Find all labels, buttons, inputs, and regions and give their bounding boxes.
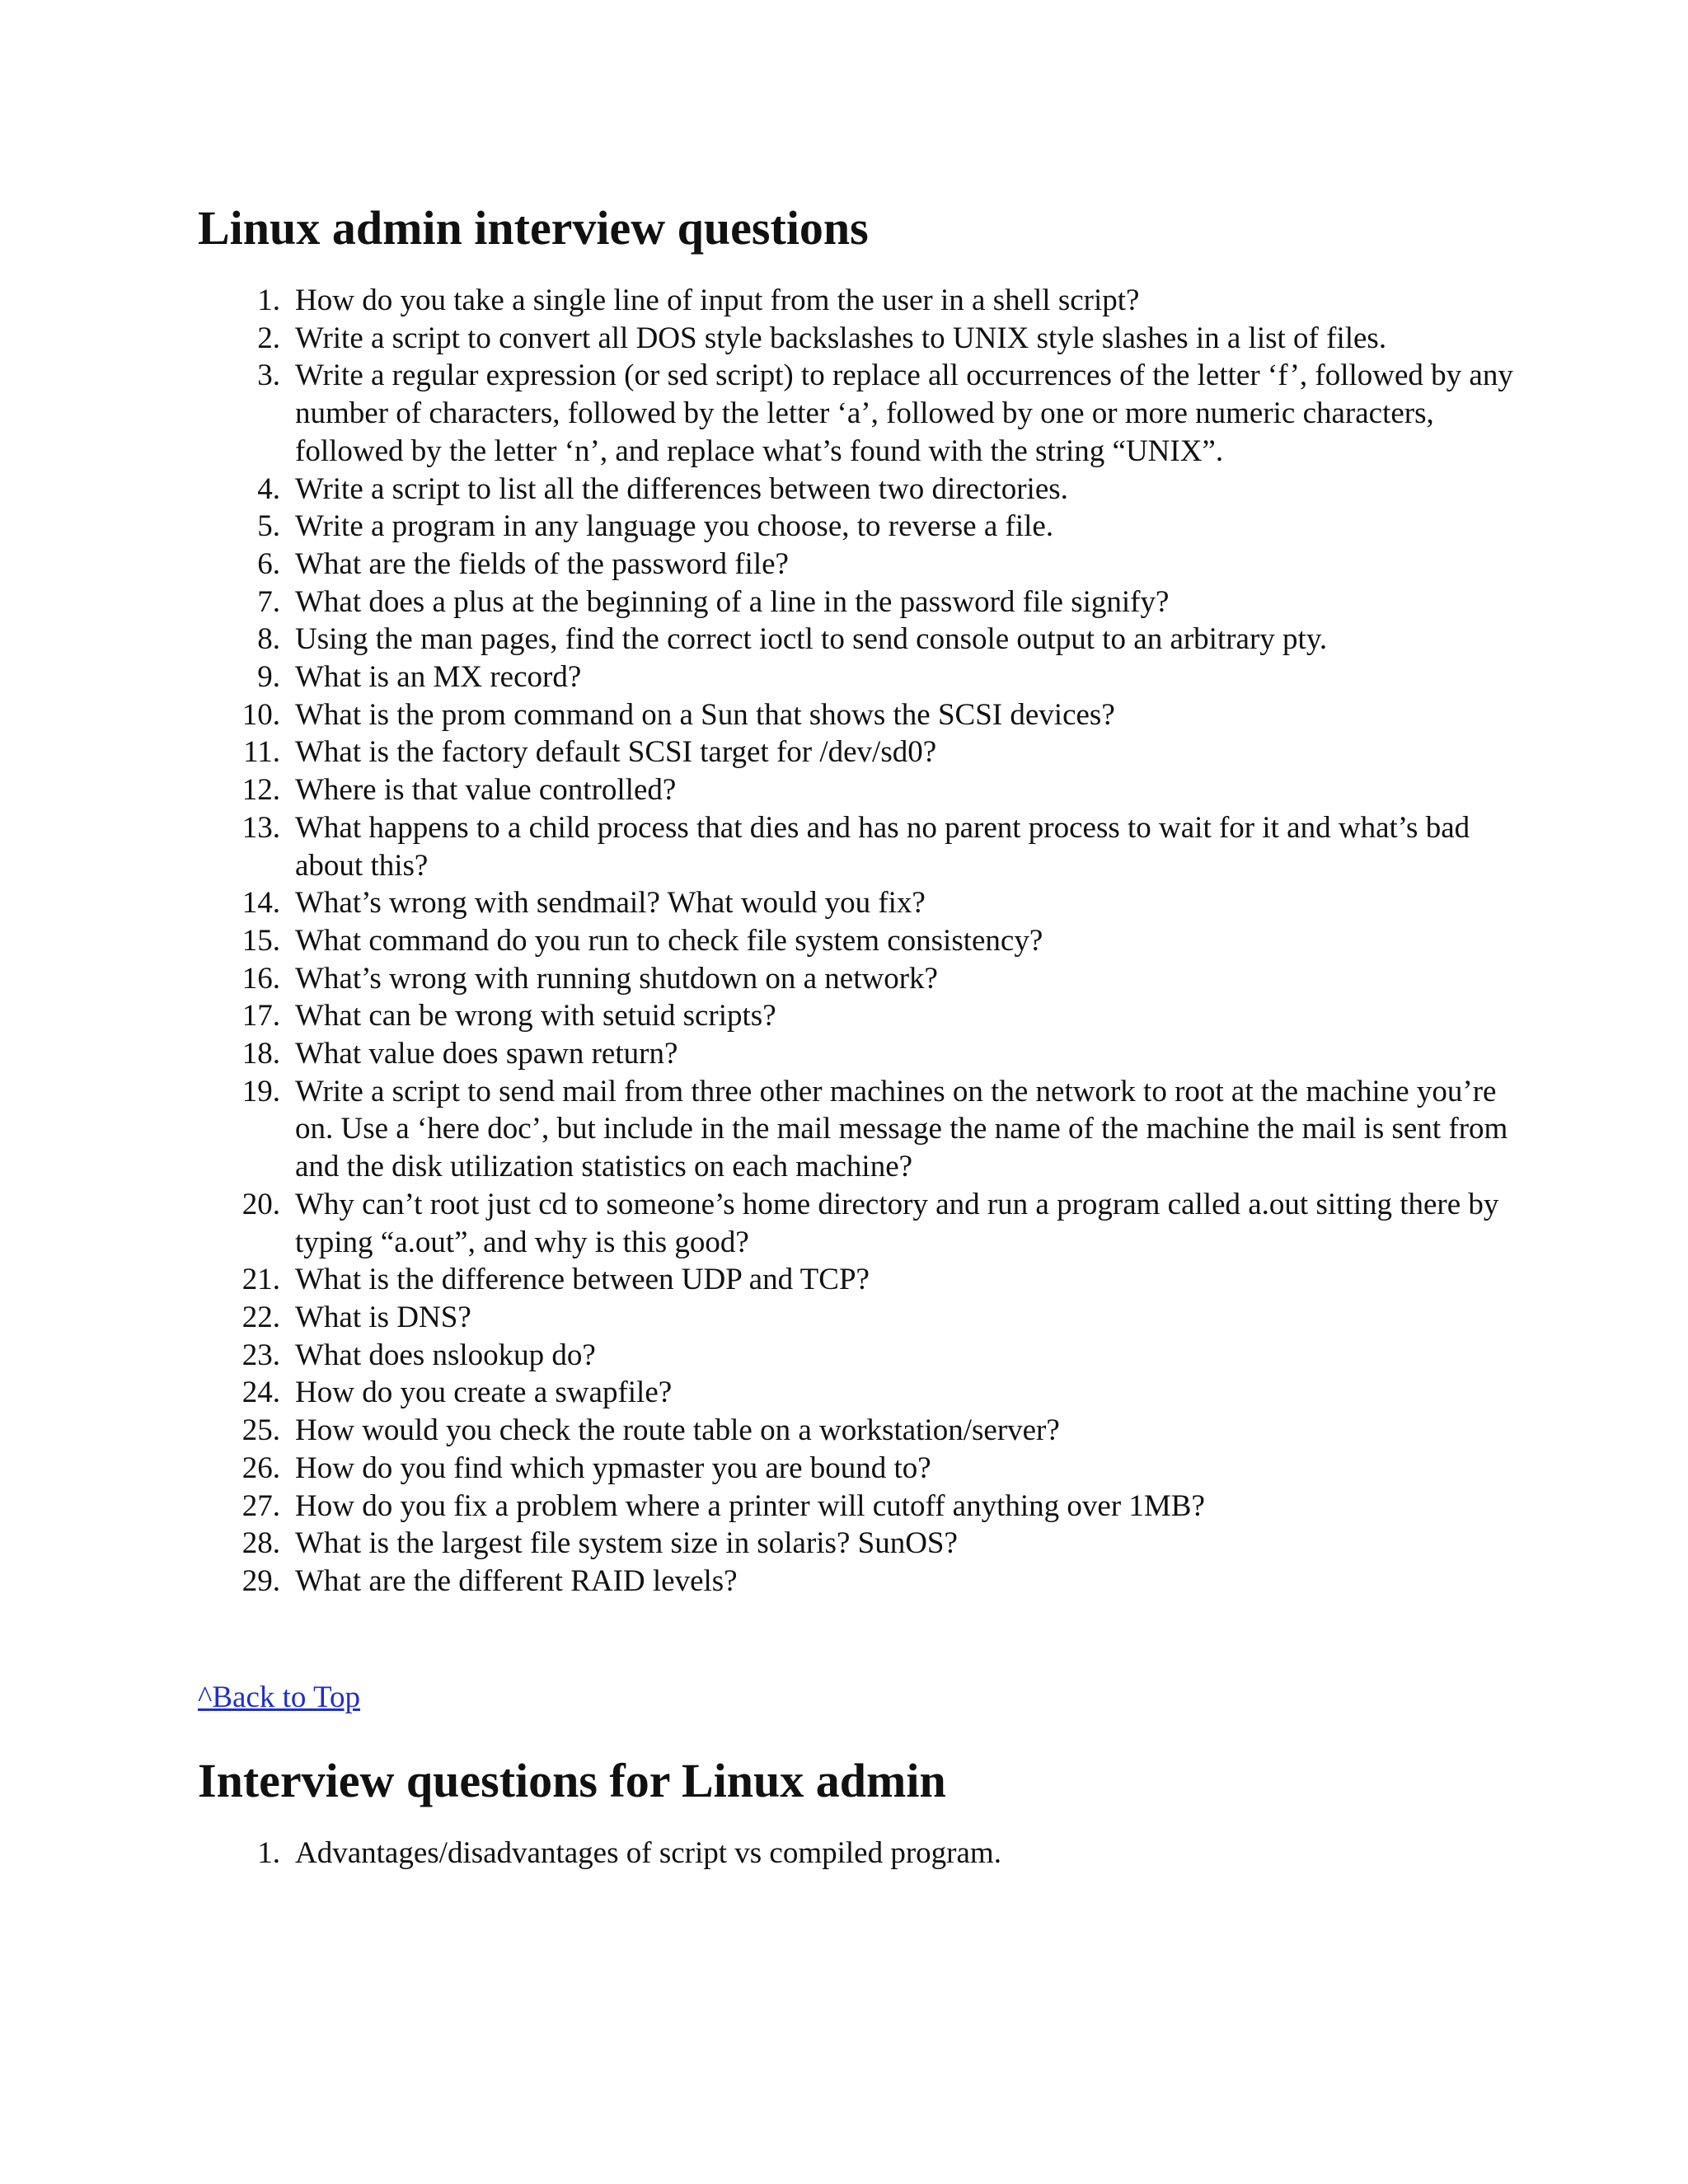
list-item-text: Why can’t root just cd to someone’s home directory and run a program called a.out sitting there by typing “a.out”, and why is this good? [295,1187,1499,1259]
list-item-text: What’s wrong with running shutdown on a network? [295,961,938,996]
list-item [198,1525,1517,1563]
list-item-number: 19. [241,1074,280,1108]
list-item-text: What is the factory default SCSI target for /dev/sd0? [295,735,937,770]
list-item-number: 10. [241,697,280,732]
list-item [198,471,1517,509]
list-item-text: What is the prom command on a Sun that shows the SCSI devices? [295,697,1115,732]
list-item-number: 22. [241,1300,280,1334]
list-item-number: 13. [241,810,280,845]
list-item-text: How do you find which ypmaster you are bound to? [295,1451,931,1485]
list-item [198,733,1517,771]
list-item-number: 11. [243,735,280,770]
list-item [198,997,1517,1035]
list-item [198,1488,1517,1526]
back-to-top-link[interactable]: ^Back to Top [198,1680,361,1714]
list-item [198,960,1517,998]
list-item-text: What is the largest file system size in solaris? SunOS? [295,1526,958,1561]
list-item-text: Using the man pages, find the correct ioctl to send console output to an arbitrary pty. [295,622,1328,657]
list-item-text: Write a program in any language you choose, to reverse a file. [295,509,1054,544]
list-item-number: 29. [241,1563,280,1598]
list-item-number: 17. [241,999,280,1033]
list-item-number: 18. [241,1037,280,1071]
list-item [198,583,1517,621]
list-item [198,546,1517,583]
list-item-number: 14. [241,886,280,921]
list-item [198,1450,1517,1488]
list-item-text: Write a regular expression (or sed script) to replace all occurrences of the letter ‘f’, followed by any number of characters, followed by the letter ‘a’, followed by one or more numeric characters, followed by the letter ‘n’, and replace what’s found with the string “UNIX”. [295,359,1513,468]
list-item-text: How would you check the route table on a workstation/server? [295,1413,1060,1448]
list-item [198,1374,1517,1412]
list-item [198,621,1517,658]
list-item-text: Write a script to list all the differences between two directories. [295,471,1068,506]
list-item-text: What does a plus at the beginning of a line in the password file signify? [295,584,1170,619]
list-item-number: 26. [241,1451,280,1485]
list-item [198,696,1517,734]
list-item [198,320,1517,358]
list-item [198,922,1517,960]
list-item-text: Advantages/disadvantages of script vs compiled program. [295,1835,1001,1870]
list-item-number: 23. [241,1338,280,1372]
list-item-number: 27. [241,1488,280,1523]
list-item-text: Where is that value controlled? [295,773,677,808]
list-item [198,809,1517,884]
list-item [198,1337,1517,1375]
list-item-number: 4. [257,471,280,506]
list-item-number: 1. [257,1835,280,1870]
list-item-number: 25. [241,1413,280,1448]
list-item-number: 20. [241,1187,280,1221]
section-title: Interview questions for Linux admin [198,1753,946,1807]
list-item [198,658,1517,696]
list-item-text: What does nslookup do? [295,1338,596,1372]
list-item-text: How do you take a single line of input from the user in a shell script? [295,284,1140,317]
list-item-text: Write a script to send mail from three other machines on the network to root at the machine you’re on. Use a ‘here doc’, but include in the mail message the name of the machine the mail is sent from and the disk utilization statistics on each machine? [295,1074,1508,1184]
list-item-number: 21. [241,1263,280,1297]
list-item [198,357,1517,470]
list-item-text: Write a script to convert all DOS style backslashes to UNIX style slashes in a list of files. [295,321,1387,355]
list-item-number: 3. [257,359,280,393]
list-item-text: What is an MX record? [295,660,582,695]
list-item-number: 16. [241,961,280,996]
list-item-text: How do you create a swapfile? [295,1376,673,1410]
list-item-number: 9. [257,660,280,695]
list-item-number: 8. [257,622,280,657]
question-list [198,282,1517,1601]
list-item-text: How do you fix a problem where a printer will cutoff anything over 1MB? [295,1488,1205,1523]
list-item-text: What value does spawn return? [295,1037,678,1071]
list-item-number: 5. [257,509,280,544]
list-item-text: What happens to a child process that dies and has no parent process to wait for it and what’s bad about this? [295,810,1470,883]
list-item-number: 2. [257,321,280,355]
list-item [198,1035,1517,1073]
list-item [198,1186,1517,1261]
list-item-text: What’s wrong with sendmail? What would you fix? [295,886,926,921]
list-item-number: 12. [241,773,280,808]
list-item-number: 6. [257,546,280,581]
list-item [198,1073,1517,1186]
question-list [198,1835,1517,1872]
list-item-number: 7. [257,584,280,619]
list-item-number: 24. [241,1376,280,1410]
list-item [198,771,1517,809]
section-title: Linux admin interview questions [198,201,869,255]
list-item-text: What command do you run to check file system consistency? [295,923,1043,958]
list-item-number: 1. [257,284,280,317]
list-item-text: What is DNS? [295,1300,471,1334]
list-item-number: 15. [241,923,280,958]
list-item [198,1261,1517,1299]
list-item-text: What are the fields of the password file? [295,546,789,581]
list-item [198,282,1517,320]
list-item-number: 28. [241,1526,280,1561]
document-page [198,190,1517,1872]
list-item-text: What is the difference between UDP and TCP? [295,1263,870,1297]
list-item-text: What are the different RAID levels? [295,1563,738,1598]
list-item [198,1563,1517,1601]
list-item [198,1835,1517,1872]
list-item [198,1412,1517,1450]
list-item [198,1299,1517,1337]
list-item-text: What can be wrong with setuid scripts? [295,999,776,1033]
list-item [198,508,1517,546]
list-item [198,884,1517,922]
